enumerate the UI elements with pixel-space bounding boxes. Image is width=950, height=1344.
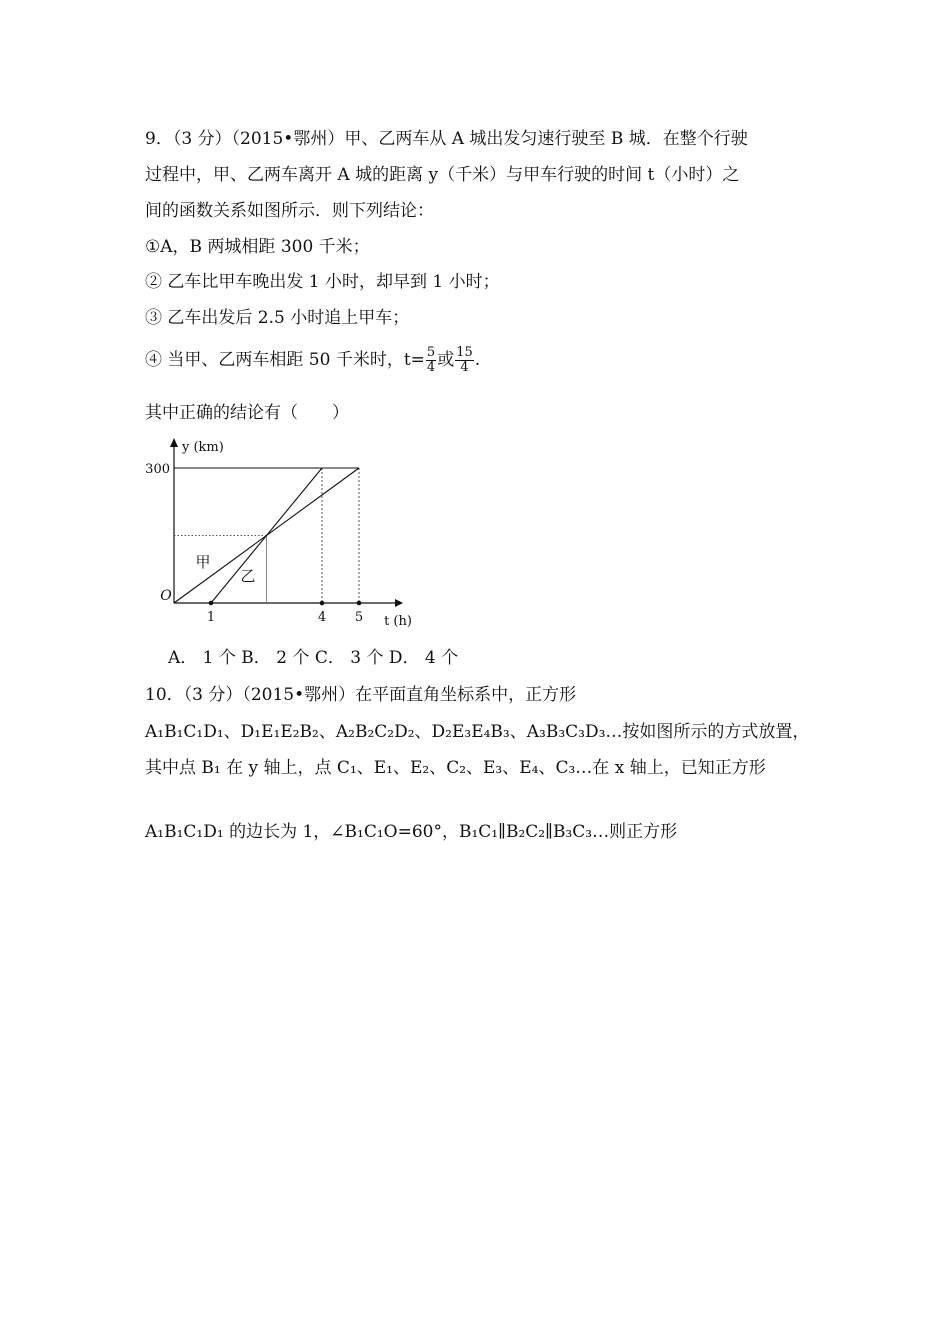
q9-line-1: 9．（3 分）（2015•鄂州）甲、乙两车从 A 城出发匀速行驶至 B 城．在整个行驶: [145, 129, 748, 149]
y-tick-label-300: 300: [145, 462, 170, 477]
x-tick-label-5: 5: [354, 610, 364, 625]
x-tick-label-1: 1: [206, 610, 216, 625]
s4-prefix: ④ 当甲、乙两车相距 50 千米时，t=: [145, 350, 425, 370]
q9-statement-3: ③ 乙车出发后 2.5 小时追上甲车；: [145, 308, 410, 328]
fraction-5-4: $\frac{5}{4}$: [426, 345, 436, 375]
x-tick-label-4: 4: [317, 610, 327, 625]
q10-line-4: A₁B₁C₁D₁ 的边长为 1，∠B₁C₁O=60°，B₁C₁∥B₂C₂∥B₃C₃…则正方形: [145, 822, 678, 842]
x-tick-dot-1: [209, 601, 214, 606]
q10-line-3: 其中点 B₁ 在 y 轴上，点 C₁、E₁、E₂、C₂、E₃、E₄、C₃…在 x 轴上，已知正方形: [145, 758, 766, 778]
q9-question: 其中正确的结论有（ ）: [145, 403, 349, 423]
distance-time-graph: [140, 435, 440, 635]
graph-lines: [170, 438, 403, 607]
q9-line-2: 过程中，甲、乙两车离开 A 城的距离 y（千米）与甲车行驶的时间 t（小时）之: [145, 165, 740, 185]
s4-mid: 或: [437, 350, 455, 370]
x-axis-label: t (h): [384, 614, 412, 629]
q9-line-3: 间的函数关系如图所示．则下列结论：: [145, 201, 434, 221]
q9-statement-2: ② 乙车比甲车晚出发 1 小时，却早到 1 小时；: [145, 272, 500, 292]
origin-label: O: [160, 588, 172, 604]
y-axis-label: y (km): [182, 440, 224, 455]
x-tick-dot-4: [320, 601, 325, 606]
x-axis-arrow: [395, 599, 403, 607]
y-axis-arrow: [170, 438, 178, 447]
q10-line-2: A₁B₁C₁D₁、D₁E₁E₂B₂、A₂B₂C₂D₂、D₂E₃E₄B₃、A₃B₃C₃D₃…按如图所示的方式放置，: [145, 722, 810, 742]
q9-options: A． 1 个 B． 2 个 C． 3 个 D． 4 个: [168, 648, 459, 668]
q10-line-1: 10．（3 分）（2015•鄂州）在平面直角坐标系中，正方形: [145, 685, 577, 705]
x-tick-dot-5: [357, 601, 362, 606]
s4-suffix: .: [474, 350, 481, 370]
fraction-15-4: $\frac{15}{4}$: [456, 345, 473, 375]
q9-statement-4: [145, 346, 480, 375]
series-label-yi: 乙: [240, 567, 256, 585]
q9-statement-1: ①A，B 两城相距 300 千米；: [145, 237, 370, 257]
series-label-jia: 甲: [195, 553, 211, 571]
